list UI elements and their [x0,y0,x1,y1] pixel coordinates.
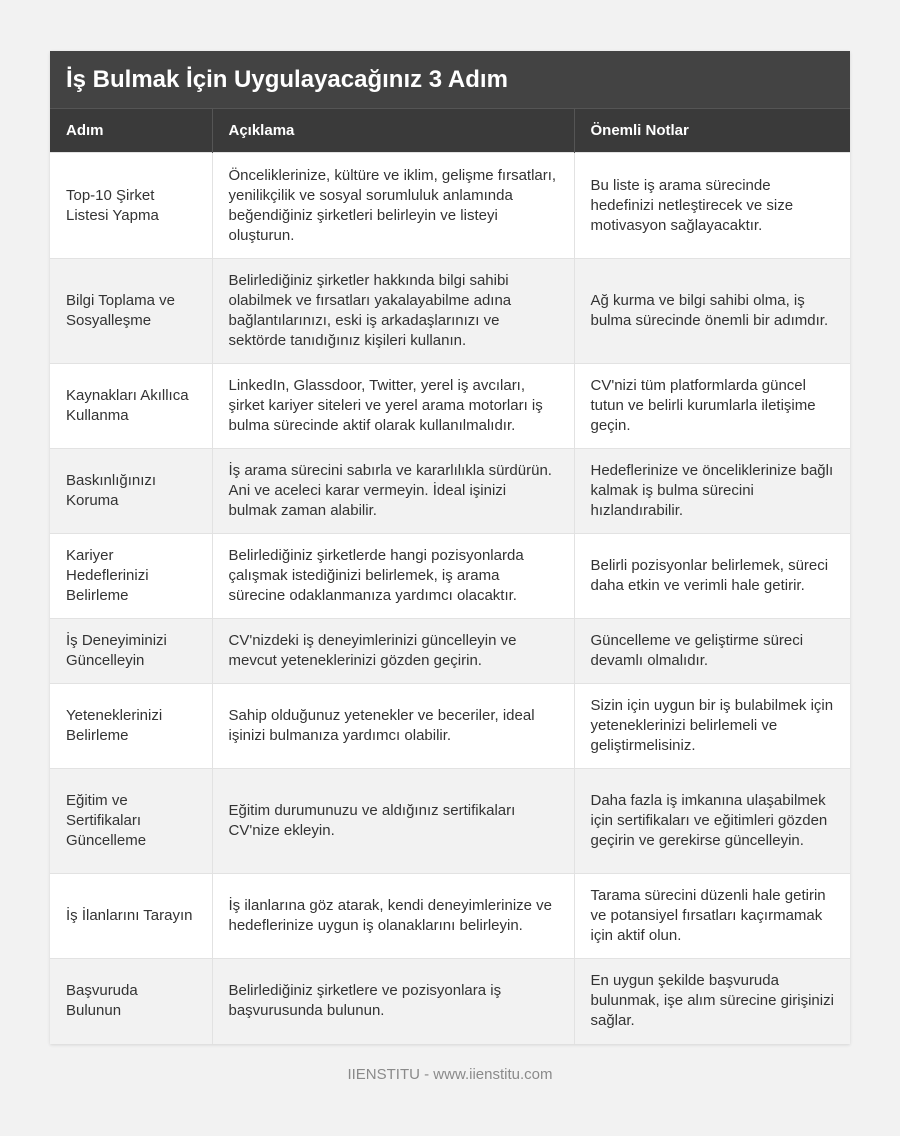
table-row [50,153,850,259]
description-cell: Eğitim durumunuzu ve aldığınız sertifikaları CV'nize ekleyin. [212,769,574,874]
description-cell: İş ilanlarına göz atarak, kendi deneyimlerinize ve hedeflerinize uygun iş olanaklarını belirleyin. [212,874,574,959]
table-row [50,874,850,959]
step-cell: Top-10 Şirket Listesi Yapma [50,153,212,259]
steps-table [50,108,850,1044]
notes-cell: Daha fazla iş imkanına ulaşabilmek için sertifikaları ve eğitimleri gözden geçirin ve gerekirse güncelleyin. [574,769,850,874]
notes-cell: Tarama sürecini düzenli hale getirin ve potansiyel fırsatları kaçırmamak için aktif olun. [574,874,850,959]
notes-cell: CV'nizi tüm platformlarda güncel tutun ve belirli kurumlarla iletişime geçin. [574,364,850,449]
description-cell: Sahip olduğunuz yetenekler ve beceriler, ideal işinizi bulmanıza yardımcı olabilir. [212,684,574,769]
table-row [50,534,850,619]
description-cell: LinkedIn, Glassdoor, Twitter, yerel iş avcıları, şirket kariyer siteleri ve yerel arama motorları iş bulma sürecinde aktif olarak kullanılmalıdır. [212,364,574,449]
table-row [50,619,850,684]
notes-cell: Belirli pozisyonlar belirlemek, süreci daha etkin ve verimli hale getirir. [574,534,850,619]
table-header [50,109,850,153]
table-row [50,259,850,364]
description-cell: Belirlediğiniz şirketlere ve pozisyonlara iş başvurusunda bulunun. [212,959,574,1044]
footer-credit: IIENSTITU - www.iienstitu.com [347,1066,553,1083]
description-cell: CV'nizdeki iş deneyimlerinizi güncelleyin ve mevcut yeteneklerinizi gözden geçirin. [212,619,574,684]
step-cell: Baskınlığınızı Koruma [50,449,212,534]
column-header-step: Adım [50,109,212,153]
header-row [50,109,850,153]
notes-cell: Güncelleme ve geliştirme süreci devamlı olmalıdır. [574,619,850,684]
notes-cell: Bu liste iş arama sürecinde hedefinizi netleştirecek ve size motivasyon sağlayacaktır. [574,153,850,259]
table-row [50,684,850,769]
steps-table-card [50,51,850,1044]
column-header-description: Açıklama [212,109,574,153]
step-cell: Bilgi Toplama ve Sosyalleşme [50,259,212,364]
table-row [50,364,850,449]
table-row [50,959,850,1044]
step-cell: Kaynakları Akıllıca Kullanma [50,364,212,449]
step-cell: İş Deneyiminizi Güncelleyin [50,619,212,684]
step-cell: Yeteneklerinizi Belirleme [50,684,212,769]
column-header-notes: Önemli Notlar [574,109,850,153]
notes-cell: En uygun şekilde başvuruda bulunmak, işe alım sürecine girişinizi sağlar. [574,959,850,1044]
description-cell: Belirlediğiniz şirketler hakkında bilgi sahibi olabilmek ve fırsatları yakalayabilme adına bağlantılarınızı, eski iş arkadaşlarınızı ve sektörde tanıdığınız kişileri kullanın. [212,259,574,364]
description-cell: İş arama sürecini sabırla ve kararlılıkla sürdürün. Ani ve aceleci karar vermeyin. İdeal işinizi bulmak zaman alabilir. [212,449,574,534]
step-cell: Kariyer Hedeflerinizi Belirleme [50,534,212,619]
description-cell: Belirlediğiniz şirketlerde hangi pozisyonlarda çalışmak istediğinizi belirlemek, iş arama sürecine odaklanmanıza yardımcı olacaktır. [212,534,574,619]
notes-cell: Sizin için uygun bir iş bulabilmek için yeteneklerinizi belirlemeli ve geliştirmelisiniz. [574,684,850,769]
step-cell: Başvuruda Bulunun [50,959,212,1044]
table-title: İş Bulmak İçin Uygulayacağınız 3 Adım [50,51,850,108]
table-row [50,449,850,534]
table-body [50,153,850,1044]
step-cell: Eğitim ve Sertifikaları Güncelleme [50,769,212,874]
description-cell: Önceliklerinize, kültüre ve iklim, gelişme fırsatları, yenilikçilik ve sosyal sorumluluk anlamında beğendiğiniz şirketleri belirleyin ve listeyi oluşturun. [212,153,574,259]
notes-cell: Ağ kurma ve bilgi sahibi olma, iş bulma sürecinde önemli bir adımdır. [574,259,850,364]
step-cell: İş İlanlarını Tarayın [50,874,212,959]
notes-cell: Hedeflerinize ve önceliklerinize bağlı kalmak iş bulma sürecini hızlandırabilir. [574,449,850,534]
table-row [50,769,850,874]
